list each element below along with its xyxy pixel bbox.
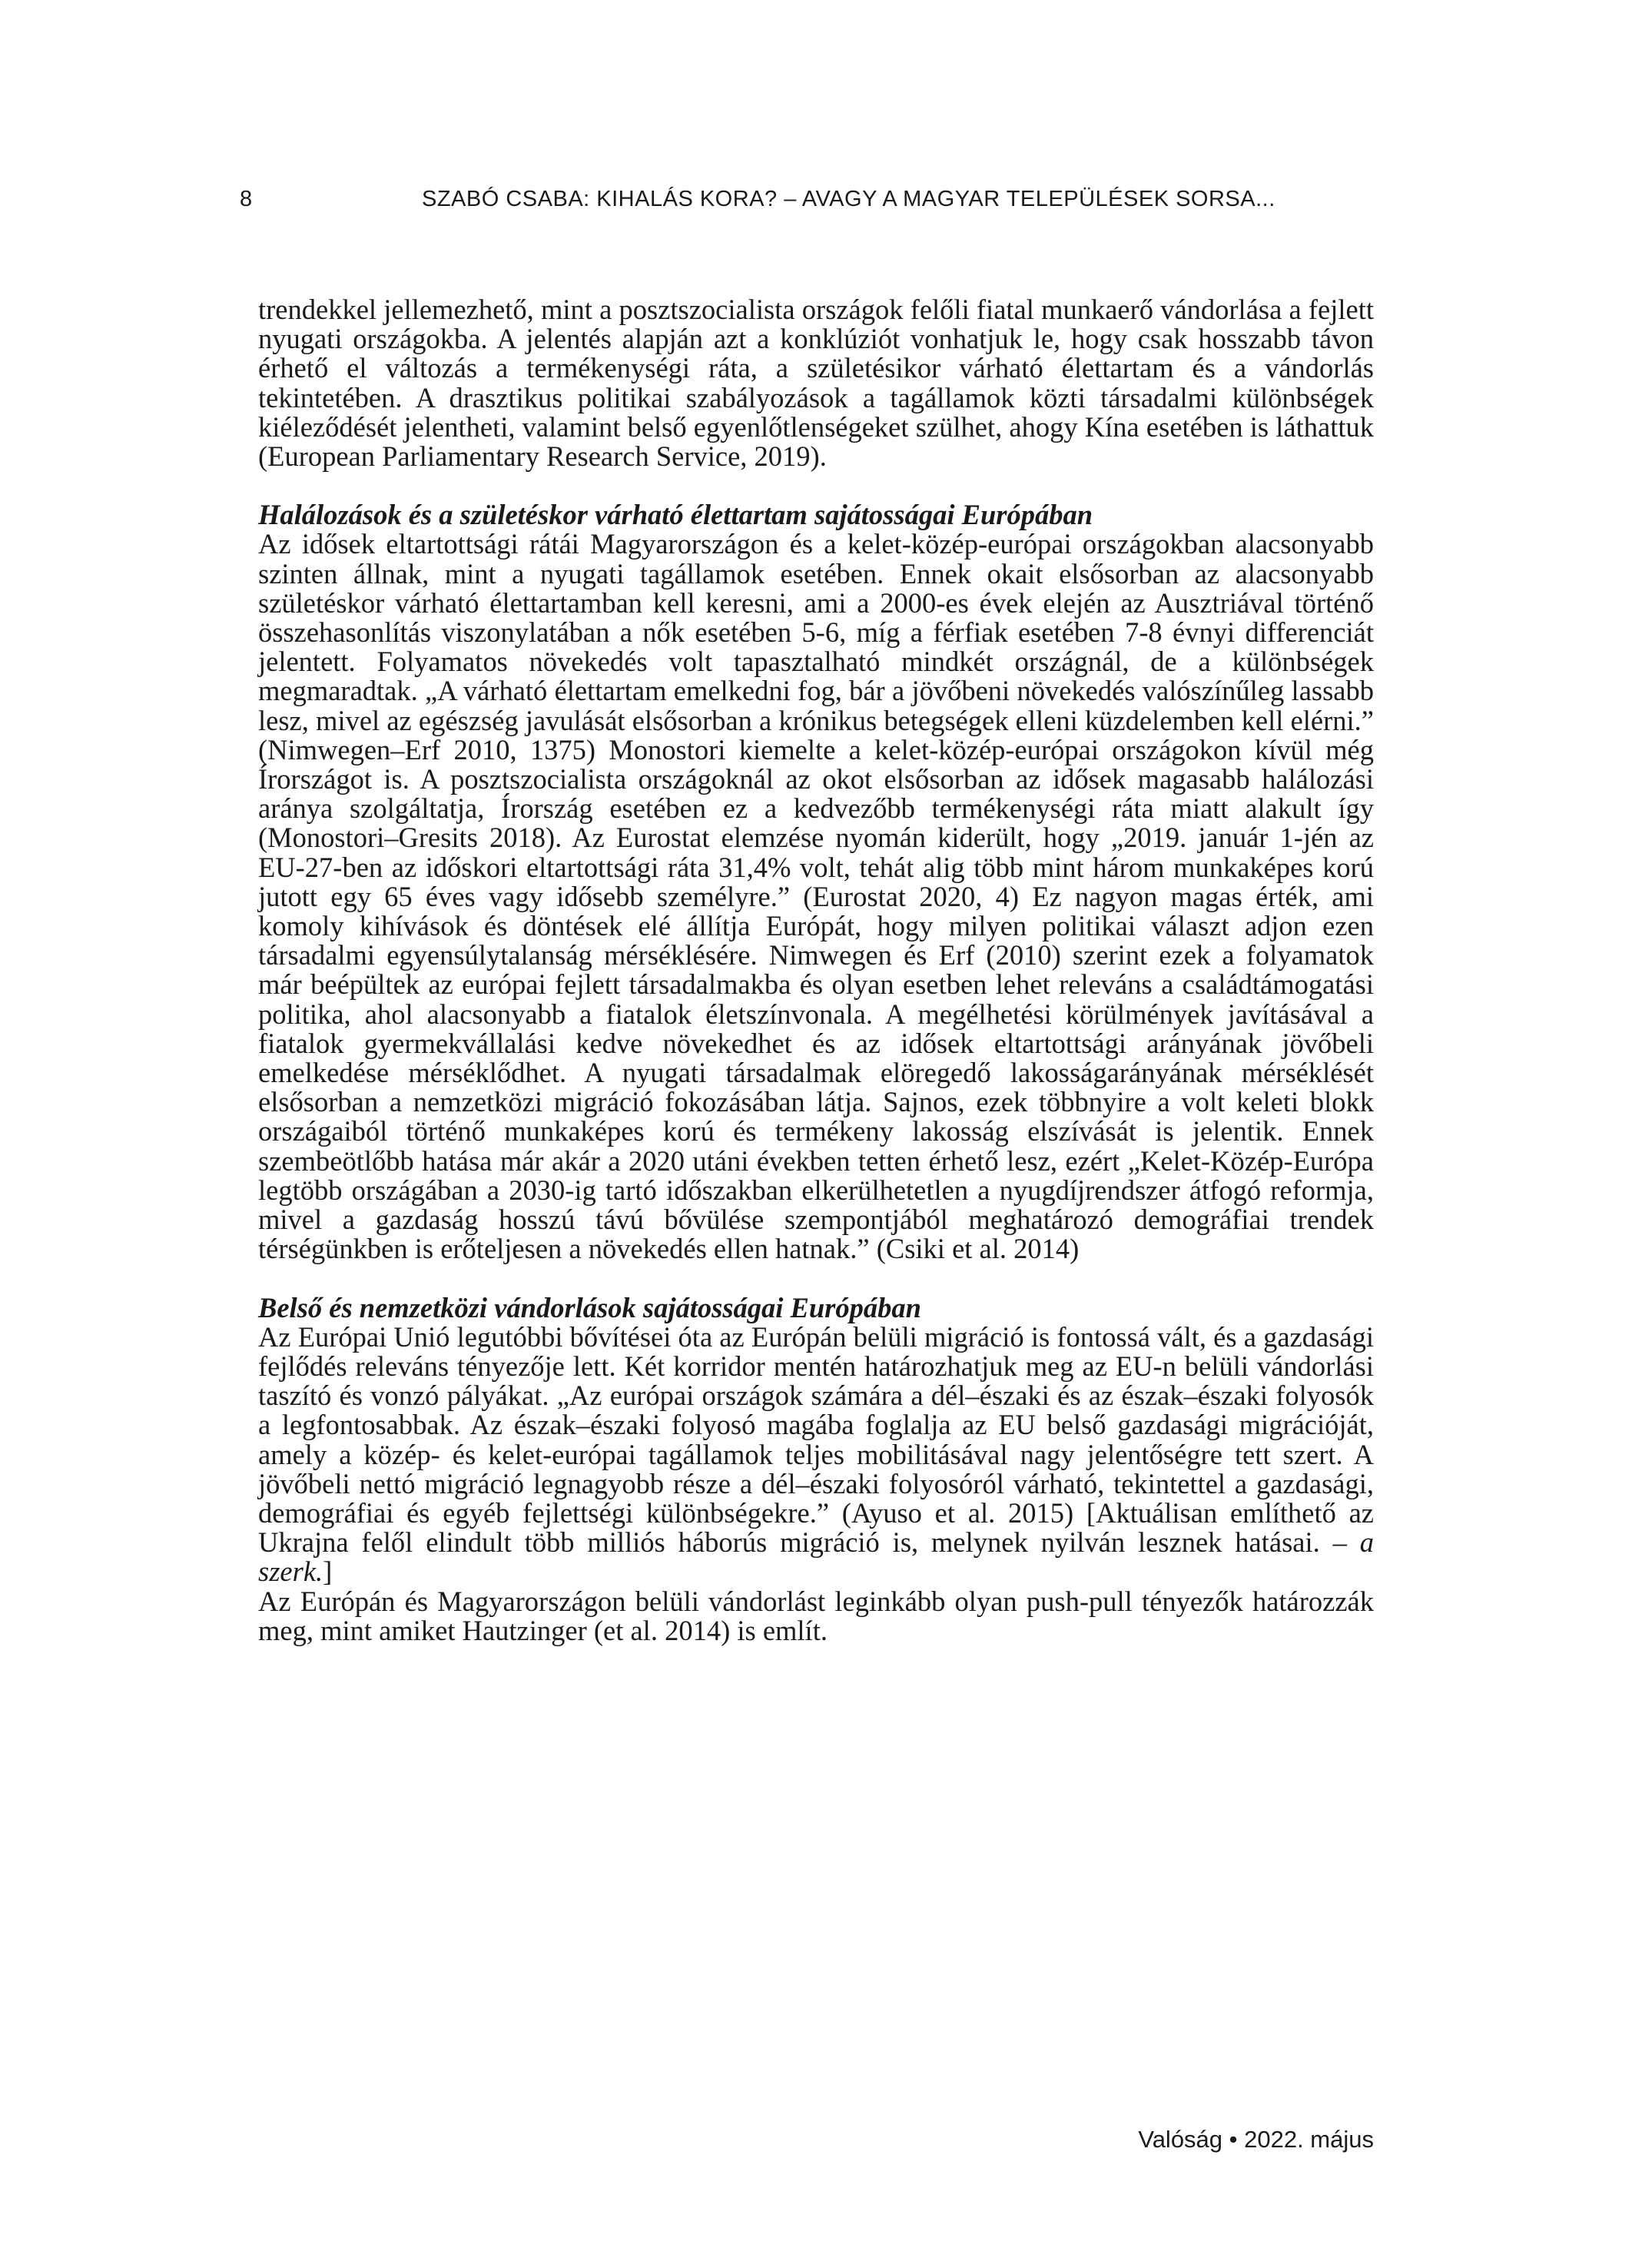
section-heading-migration: Belső és nemzetközi vándorlások sajátosságai Európában: [258, 1291, 921, 1323]
paragraph-push-pull: Az Európán és Magyarországon belüli vándorlást leginkább olyan push-pull tényezők határozzák meg, mint amiket Hautzinger (et al. 2014) is említ.: [258, 1585, 1374, 1646]
page-number: 8: [240, 187, 253, 211]
article-body: [258, 295, 1374, 1645]
paragraph-migration: [258, 1320, 1374, 1588]
running-title: SZABÓ CSABA: KIHALÁS KORA? – AVAGY A MAGYAR TELEPÜLÉSEK SORSA...: [422, 187, 1275, 211]
page-footer: Valóság • 2022. május: [1138, 2126, 1374, 2153]
page-header: [240, 187, 1377, 218]
paragraph-mortality: Az idősek eltartottsági rátái Magyarországon és a kelet-közép-európai országokban alacsonyabb szinten állnak, mint a nyugati tagállamok esetében. Ennek okait elsősorban az alacsonyabb születéskor várható élettartamban kell keresni, ami a 2000-es évek elején az Ausztriával történő összehasonlítás viszonylatában a nők esetében 5-6, míg a férfiak esetében 7-8 évnyi differenciát jelentett. Folyamatos növekedés volt tapasztalható mindkét országnál, de a különbségek megmaradtak. „A várható élettartam emelkedni fog, bár a jövőbeni növekedés valószínűleg lassabb lesz, mivel az egészség javulását elsősorban a krónikus betegségek elleni küzdelemben kell elérni.” (Nimwegen–Erf 2010, 1375) Monostori kiemelte a kelet-közép-európai országokon kívül még Írországot is. A posztszocialista országoknál az okot elsősorban az idősek magasabb halálozási aránya szolgáltatja, Írország esetében ez a kedvezőbb termékenységi ráta miatt alakult így (Monostori–Gresits 2018). Az Eurostat elemzése nyomán kiderült, hogy „2019. január 1-jén az EU-27-ben az időskori eltartottsági ráta 31,4% volt, tehát alig több mint három munkaképes korú jutott egy 65 éves vagy idősebb személyre.” (Eurostat 2020, 4) Ez nagyon magas érték, ami komoly kihívások és döntések elé állítja Európát, hogy milyen politikai választ adjon ezen társadalmi egyensúlytalanság mérséklésére. Nimwegen és Erf (2010) szerint ezek a folyamatok már beépültek az európai fejlett társadalmakba és olyan esetben lehet releváns a családtámogatási politika, ahol alacsonyabb a fiatalok életszínvonala. A megélhetési körülmények javításával a fiatalok gyermekvállalási kedve növekedhet és az idősek eltartottsági arányának jövőbeli emelkedése mérséklődhet. A nyugati társadalmak elöregedő lakosságarányának mérséklését elsősorban a nemzetközi migráció fokozásában látja. Sajnos, ezek többnyire a volt keleti blokk országaiból történő munkaképes korú és termékeny lakosság elszívását is jelentik. Ennek szembeötlőbb hatása már akár a 2020 utáni években tetten érhető lesz, ezért „Kelet-Közép-Európa legtöbb országában a 2030-ig tartó időszakban elkerülhetetlen a nyugdíjrendszer átfogó reformja, mivel a gazdaság hosszú távú bővülése szempontjából meghatározó demográfiai trendek térségünkben is erőteljesen a növekedés ellen hatnak.” (Csiki et al. 2014): [258, 528, 1374, 1265]
section-heading-mortality: Halálozások és a születéskor várható élettartam sajátosságai Európában: [258, 499, 1093, 531]
editor-note: a szerk.: [258, 1526, 1374, 1588]
paragraph-migration-text: Az Európai Unió legutóbbi bővítései óta az Európán belüli migráció is fontossá vált, és a gazdasági fejlődés releváns tényezője lett. Két korridor mentén határozhatjuk meg az EU-n belüli vándorlási taszító és vonzó pályákat. „Az európai országok számára a dél–északi és az észak–északi folyosók a legfontosabbak. Az észak–északi folyosó magába foglalja az EU belső gazdasági migrációját, amely a közép- és kelet-európai tagállamok teljes mobilitásával nagy jelentőségre tett szert. A jövőbeli nettó migráció legnagyobb része a dél–északi folyosóról várható, tekintettel a gazdasági, demográfiai és egyéb fejlettségi különbségekre.” (Ayuso et al. 2015) [Aktuálisan említhető az Ukrajna felől elindult több milliós háborús migráció is, melynek nyilván lesznek hatásai. –: [258, 1320, 1374, 1559]
paragraph-intro: trendekkel jellemezhető, mint a posztszocialista országok felőli fiatal munkaerő vándorlása a fejlett nyugati országokba. A jelentés alapján azt a konklúziót vonhatjuk le, hogy csak hosszabb távon érhető el változás a termékenységi ráta, a születésikor várható élettartam és a vándorlás tekintetében. A drasztikus politikai szabályozások a tagállamok közti társadalmi különbségek kiéleződését jelentheti, valamint belső egyenlőtlenségeket szülhet, ahogy Kína esetében is láthattuk (European Parliamentary Research Service, 2019).: [258, 294, 1374, 473]
editor-note-bracket: ]: [323, 1556, 333, 1588]
